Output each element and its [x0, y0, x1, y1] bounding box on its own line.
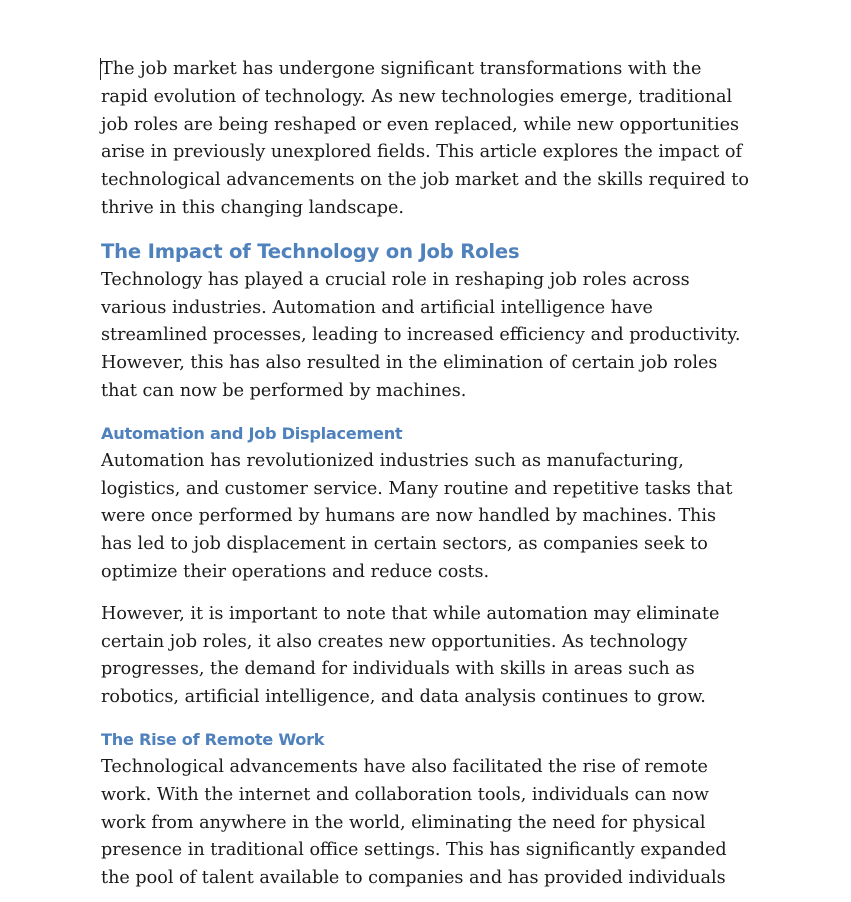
section2a-line: were once performed by humans are now handled by machines. This	[101, 506, 717, 527]
section2b-line: robotics, artificial intelligence, and data analysis continues to grow.	[101, 687, 706, 708]
section3-line: work from anywhere in the world, eliminating the need for physical	[101, 812, 706, 833]
section3-line: Technological advancements have also facilitated the rise of remote	[101, 756, 708, 777]
section2b-paragraph[interactable]	[101, 601, 741, 712]
section2a-paragraph[interactable]	[101, 448, 741, 587]
section1-line: Technology has played a crucial role in reshaping job roles across	[101, 269, 690, 290]
intro-line: rapid evolution of technology. As new technologies emerge, traditional	[101, 86, 733, 107]
section2a-line: logistics, and customer service. Many routine and repetitive tasks that	[101, 478, 733, 499]
section1-line: However, this has also resulted in the elimination of certain job roles	[101, 353, 718, 374]
section2b-line: progresses, the demand for individuals with skills in areas such as	[101, 659, 695, 680]
section2b-line: certain job roles, it also creates new opportunities. As technology	[101, 631, 688, 652]
section2a-line: optimize their operations and reduce costs.	[101, 561, 490, 582]
intro-line: job roles are being reshaped or even replaced, while new opportunities	[101, 114, 740, 135]
heading-impact-of-technology: The Impact of Technology on Job Roles	[101, 239, 520, 263]
section3-line: the pool of talent available to companies and has provided individuals	[101, 868, 726, 889]
intro-paragraph[interactable]	[101, 56, 749, 223]
section1-paragraph[interactable]	[101, 267, 741, 406]
section2b-line: However, it is important to note that while automation may eliminate	[101, 603, 720, 624]
section3-line: presence in traditional office settings. This has significantly expanded	[101, 840, 727, 861]
intro-line: technological advancements on the job market and the skills required to	[101, 170, 749, 191]
intro-line: arise in previously unexplored fields. This article explores the impact of	[101, 142, 743, 163]
section3-paragraph[interactable]	[101, 754, 741, 893]
intro-line: thrive in this changing landscape.	[101, 197, 405, 218]
intro-line: The job market has undergone significant transformations with the	[101, 59, 702, 79]
document-body[interactable]	[101, 56, 749, 893]
heading-rise-of-remote-work: The Rise of Remote Work	[101, 729, 325, 749]
section1-line: streamlined processes, leading to increased efficiency and productivity.	[101, 325, 741, 346]
section2a-line: Automation has revolutionized industries such as manufacturing,	[101, 450, 684, 471]
section1-line: that can now be performed by machines.	[101, 380, 467, 401]
section1-line: various industries. Automation and artificial intelligence have	[101, 297, 653, 318]
section2a-line: has led to job displacement in certain sectors, as companies seek to	[101, 534, 708, 555]
heading-automation-job-displacement: Automation and Job Displacement	[101, 423, 403, 443]
section3-line: work. With the internet and collaboration tools, individuals can now	[101, 784, 709, 805]
